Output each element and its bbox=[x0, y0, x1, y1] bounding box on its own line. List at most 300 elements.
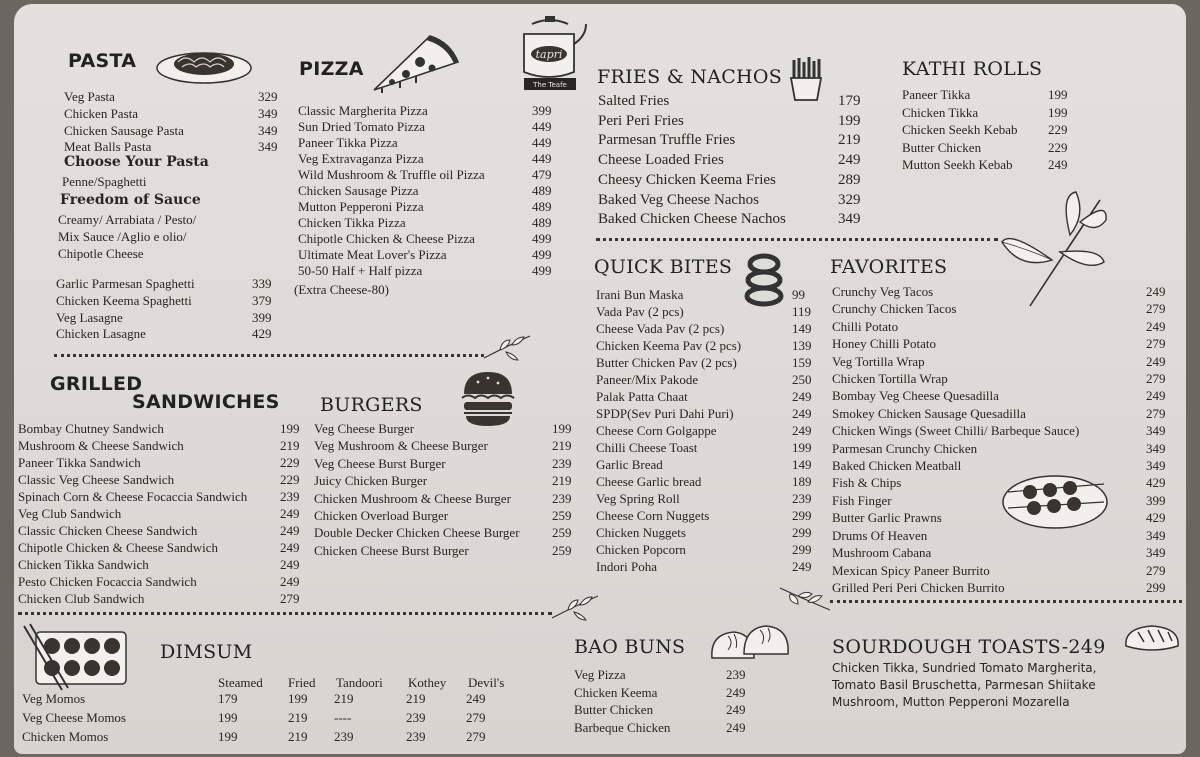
menu-item bbox=[314, 455, 576, 472]
dimsum-price: 199 bbox=[218, 710, 238, 725]
menu-item-name: Butter Chicken bbox=[574, 702, 654, 718]
menu-item bbox=[832, 335, 1180, 352]
dimsum-col-fried: Fried bbox=[288, 675, 316, 690]
menu-item-name: Sun Dried Tomato Pizza bbox=[298, 119, 426, 134]
menu-item-price: 249 bbox=[792, 559, 812, 574]
menu-item-price: 249 bbox=[726, 684, 746, 700]
menu-item-price: 279 bbox=[1146, 562, 1166, 578]
menu-item bbox=[314, 507, 576, 524]
menu-item-price: 149 bbox=[792, 321, 812, 336]
sandwiches-list bbox=[18, 420, 308, 607]
menu-item-price: 429 bbox=[1146, 510, 1166, 526]
menu-item-name: Mushroom & Cheese Sandwich bbox=[18, 438, 184, 453]
menu-item-price: 349 bbox=[1146, 545, 1166, 561]
menu-item-price: 279 bbox=[1146, 371, 1166, 387]
menu-item-name: Veg Tortilla Wrap bbox=[832, 353, 925, 369]
menu-item-price: 159 bbox=[792, 355, 812, 370]
menu-item-name: Fish Finger bbox=[832, 492, 892, 508]
menu-item-name: Veg Cheese Burst Burger bbox=[314, 455, 446, 471]
menu-item bbox=[18, 590, 308, 607]
menu-item-price: 229 bbox=[1048, 122, 1068, 138]
menu-item-name: Pesto Chicken Focaccia Sandwich bbox=[18, 574, 197, 589]
menu-item bbox=[596, 388, 818, 405]
menu-item-name: Garlic Parmesan Spaghetti bbox=[56, 276, 195, 291]
menu-item-price: 449 bbox=[532, 135, 552, 150]
menu-card bbox=[14, 4, 1186, 754]
menu-item-name: Peri Peri Fries bbox=[598, 112, 684, 129]
menu-item bbox=[18, 471, 308, 488]
dimsum-rows bbox=[22, 691, 522, 748]
menu-item bbox=[596, 303, 818, 320]
menu-item bbox=[298, 151, 556, 167]
menu-item-price: 239 bbox=[552, 455, 572, 471]
menu-item-price: 299 bbox=[1146, 579, 1166, 595]
menu-item bbox=[596, 286, 818, 303]
choose-pasta-text: Penne/Spaghetti bbox=[62, 174, 147, 189]
menu-item-name: Chicken Sausage Pizza bbox=[298, 183, 419, 198]
menu-item-price: 349 bbox=[258, 105, 278, 121]
menu-item bbox=[902, 139, 1072, 157]
bao-buns-icon bbox=[708, 620, 792, 664]
sourdough-lines bbox=[832, 660, 1096, 711]
dimsum-price: 239 bbox=[406, 729, 426, 744]
menu-item-name: Fish & Chips bbox=[832, 475, 902, 491]
menu-item bbox=[598, 171, 868, 191]
menu-item-price: 249 bbox=[792, 389, 812, 404]
menu-item-name: Chicken Tikka Sandwich bbox=[18, 557, 149, 572]
bao-list bbox=[574, 666, 750, 736]
menu-item-price: 249 bbox=[280, 540, 300, 555]
dimsum-price: ---- bbox=[334, 710, 352, 725]
menu-item-name: Veg Lasagne bbox=[56, 309, 123, 325]
menu-item-name: Veg Pizza bbox=[574, 667, 626, 682]
menu-item-price: 349 bbox=[258, 122, 278, 138]
menu-item-name: Irani Bun Maska bbox=[596, 287, 684, 302]
menu-item-name: Palak Patta Chaat bbox=[596, 389, 688, 404]
menu-item bbox=[832, 353, 1180, 370]
menu-item bbox=[902, 104, 1072, 122]
tapri-kettle-logo bbox=[514, 12, 588, 92]
sauce-line: Creamy/ Arrabiata / Pesto/ bbox=[58, 212, 197, 227]
menu-item-name: Cheese Garlic bread bbox=[596, 474, 702, 489]
menu-item bbox=[298, 263, 556, 279]
menu-item-price: 449 bbox=[532, 119, 552, 134]
menu-item-name: Mutton Pepperoni Pizza bbox=[298, 199, 424, 214]
menu-item-price: 119 bbox=[792, 304, 812, 319]
menu-item-price: 199 bbox=[280, 421, 300, 436]
menu-item-name: Veg Extravaganza Pizza bbox=[298, 151, 424, 166]
menu-item-price: 489 bbox=[532, 183, 552, 198]
menu-item bbox=[596, 405, 818, 422]
menu-item bbox=[298, 103, 556, 119]
menu-item-price: 250 bbox=[792, 372, 812, 387]
menu-item bbox=[18, 573, 308, 590]
menu-item-price: 239 bbox=[280, 489, 300, 504]
menu-item-name: Grilled Peri Peri Chicken Burrito bbox=[832, 579, 1005, 595]
menu-item bbox=[596, 320, 818, 337]
menu-item-name: Paneer Tikka bbox=[902, 87, 971, 102]
menu-item-name: Crunchy Veg Tacos bbox=[832, 284, 934, 299]
menu-item-name: Chicken Tikka bbox=[902, 104, 979, 120]
menu-item-name: Wild Mushroom & Truffle oil Pizza bbox=[298, 167, 485, 182]
svg-text:The Teafe: The Teafe bbox=[533, 81, 567, 89]
menu-item bbox=[596, 439, 818, 456]
menu-item bbox=[832, 370, 1180, 387]
menu-item-price: 249 bbox=[1146, 388, 1166, 404]
menu-item bbox=[596, 507, 818, 524]
menu-item-name: Vada Pav (2 pcs) bbox=[596, 304, 684, 319]
menu-item bbox=[832, 562, 1180, 579]
menu-item-price: 449 bbox=[532, 151, 552, 166]
menu-item-name: Paneer Tikka Pizza bbox=[298, 135, 398, 150]
menu-item-name: Veg Spring Roll bbox=[596, 491, 680, 506]
dimsum-price: 219 bbox=[288, 710, 308, 725]
sourdough-line: Tomato Basil Bruschetta, Parmesan Shiitake bbox=[832, 678, 1096, 692]
menu-item-price: 239 bbox=[792, 491, 812, 506]
menu-item-price: 249 bbox=[280, 574, 300, 589]
menu-item-name: SPDP(Sev Puri Dahi Puri) bbox=[596, 406, 734, 421]
menu-item-price: 349 bbox=[258, 139, 278, 155]
pasta-extra-list bbox=[56, 276, 276, 343]
menu-item-name: Chilli Potato bbox=[832, 318, 899, 334]
menu-item bbox=[598, 92, 868, 112]
menu-item-price: 339 bbox=[252, 276, 272, 291]
fries-list bbox=[598, 92, 868, 230]
menu-item-price: 429 bbox=[252, 326, 272, 342]
menu-item-price: 199 bbox=[1048, 87, 1068, 102]
fries-title: FRIES & NACHOS bbox=[597, 66, 783, 88]
menu-item bbox=[596, 490, 818, 507]
menu-item-name: Veg Cheese Burger bbox=[314, 421, 415, 436]
menu-item-name: Butter Chicken bbox=[902, 139, 982, 155]
dimsum-price: 199 bbox=[218, 729, 238, 744]
pizza-note: (Extra Cheese-80) bbox=[294, 282, 389, 297]
menu-item-name: Double Decker Chicken Cheese Burger bbox=[314, 525, 520, 541]
menu-item bbox=[298, 135, 556, 151]
menu-item bbox=[596, 371, 818, 388]
menu-item-price: 249 bbox=[726, 702, 746, 718]
menu-item-name: Baked Chicken Cheese Nachos bbox=[598, 211, 786, 228]
dimsum-price: 179 bbox=[218, 691, 238, 706]
dimsum-item-name: Veg Cheese Momos bbox=[22, 710, 126, 725]
menu-item-price: 379 bbox=[252, 292, 272, 308]
menu-item-price: 229 bbox=[280, 472, 300, 487]
menu-item bbox=[574, 719, 750, 737]
menu-item-price: 489 bbox=[532, 199, 552, 214]
menu-item-price: 199 bbox=[552, 421, 572, 436]
menu-item-name: Veg Mushroom & Cheese Burger bbox=[314, 438, 488, 454]
menu-item bbox=[574, 701, 750, 719]
menu-item bbox=[298, 247, 556, 263]
menu-item-name: Meat Balls Pasta bbox=[64, 139, 152, 155]
menu-item-price: 149 bbox=[792, 457, 812, 472]
divider bbox=[596, 238, 998, 241]
menu-item-price: 289 bbox=[838, 171, 861, 188]
menu-item-name: Crunchy Chicken Tacos bbox=[832, 301, 957, 317]
menu-item-price: 249 bbox=[838, 152, 861, 169]
dimsum-price: 199 bbox=[288, 691, 308, 706]
menu-item-name: Classic Veg Cheese Sandwich bbox=[18, 472, 175, 487]
menu-item bbox=[298, 183, 556, 199]
menu-item-name: Veg Club Sandwich bbox=[18, 506, 122, 521]
menu-item bbox=[596, 558, 818, 575]
menu-item bbox=[18, 420, 308, 437]
dimsum-title: DIMSUM bbox=[160, 641, 253, 663]
menu-item-name: Chipotle Chicken & Cheese Pizza bbox=[298, 231, 475, 246]
menu-item-price: 479 bbox=[532, 167, 552, 182]
menu-item bbox=[314, 437, 576, 454]
menu-item-name: Mutton Seekh Kebab bbox=[902, 157, 1013, 173]
menu-item-name: Chicken Mushroom & Cheese Burger bbox=[314, 490, 511, 506]
dimsum-col-kothey: Kothey bbox=[408, 675, 447, 690]
pizza-list bbox=[298, 103, 556, 279]
menu-item-price: 279 bbox=[1146, 405, 1166, 421]
menu-item-name: Cheesy Chicken Keema Fries bbox=[598, 171, 776, 188]
menu-item bbox=[314, 420, 576, 437]
menu-item-name: Paneer/Mix Pakode bbox=[596, 372, 699, 387]
menu-item bbox=[596, 337, 818, 354]
menu-item-price: 349 bbox=[1146, 423, 1166, 439]
menu-item-name: Cheese Corn Golgappe bbox=[596, 423, 717, 438]
dimsum-price: 279 bbox=[466, 729, 486, 744]
dimsum-price: 249 bbox=[466, 691, 486, 706]
skewer-plate-icon bbox=[1000, 462, 1110, 532]
menu-item-price: 299 bbox=[792, 542, 812, 557]
sandwiches-title-line2: SANDWICHES bbox=[132, 391, 280, 413]
menu-item-price: 99 bbox=[792, 287, 805, 302]
menu-item-name: Chicken Lasagne bbox=[56, 326, 146, 342]
pizza-slice-icon bbox=[370, 32, 462, 94]
divider bbox=[54, 354, 484, 357]
menu-item-price: 219 bbox=[838, 132, 861, 149]
bread-loaf-icon bbox=[1122, 622, 1182, 654]
menu-item bbox=[18, 539, 308, 556]
quick-bites-title: QUICK BITES bbox=[594, 256, 733, 278]
menu-item-price: 229 bbox=[280, 455, 300, 470]
menu-item-name: Chicken Overload Burger bbox=[314, 508, 449, 524]
menu-item-name: Parmesan Crunchy Chicken bbox=[832, 440, 978, 456]
sandwiches-title-line1: GRILLED bbox=[50, 373, 143, 395]
dimsum-price: 239 bbox=[406, 710, 426, 725]
sauce-lines bbox=[58, 211, 196, 262]
menu-item bbox=[832, 283, 1180, 300]
menu-item-price: 249 bbox=[1146, 318, 1166, 334]
menu-item-name: Chicken Club Sandwich bbox=[18, 591, 145, 606]
menu-item-price: 349 bbox=[838, 211, 861, 228]
menu-item-price: 399 bbox=[532, 103, 552, 118]
menu-item bbox=[314, 524, 576, 541]
sourdough-title: SOURDOUGH TOASTS-249 bbox=[832, 636, 1106, 658]
menu-item bbox=[56, 276, 276, 293]
burgers-list bbox=[314, 420, 576, 559]
menu-item bbox=[832, 405, 1180, 422]
menu-item-name: Chicken Nuggets bbox=[596, 525, 686, 540]
menu-item-price: 189 bbox=[792, 474, 812, 489]
menu-item bbox=[18, 505, 308, 522]
menu-item-name: Baked Veg Cheese Nachos bbox=[598, 191, 759, 208]
menu-item-price: 219 bbox=[552, 438, 572, 454]
menu-item-name: Chicken Pasta bbox=[64, 105, 139, 121]
menu-item bbox=[314, 542, 576, 559]
menu-item-price: 329 bbox=[258, 89, 278, 104]
divider bbox=[830, 600, 1182, 603]
menu-item-name: Butter Chicken Pav (2 pcs) bbox=[596, 355, 737, 370]
svg-text:tapri: tapri bbox=[535, 48, 563, 61]
menu-item bbox=[298, 231, 556, 247]
menu-item-price: 199 bbox=[838, 112, 861, 129]
menu-item bbox=[18, 522, 308, 539]
menu-item-price: 259 bbox=[552, 508, 572, 524]
menu-item bbox=[832, 318, 1180, 335]
menu-item-price: 219 bbox=[552, 473, 572, 489]
menu-item-price: 279 bbox=[1146, 336, 1166, 352]
leaf-sprig-icon bbox=[778, 586, 832, 612]
menu-item-name: Juicy Chicken Burger bbox=[314, 473, 428, 489]
menu-item bbox=[902, 121, 1072, 139]
menu-item-name: Salted Fries bbox=[598, 93, 670, 109]
menu-item-name: Garlic Bread bbox=[596, 457, 663, 472]
menu-item-name: Butter Garlic Prawns bbox=[832, 510, 942, 526]
menu-item-price: 249 bbox=[726, 719, 746, 735]
menu-item-name: Cheese Loaded Fries bbox=[598, 152, 724, 169]
menu-item-name: Classic Chicken Cheese Sandwich bbox=[18, 523, 198, 538]
menu-item-name: Ultimate Meat Lover's Pizza bbox=[298, 247, 447, 262]
menu-item-name: Drums Of Heaven bbox=[832, 527, 928, 543]
menu-item bbox=[832, 579, 1180, 596]
menu-item-name: Veg Pasta bbox=[64, 89, 115, 104]
menu-item-name: Cheese Corn Nuggets bbox=[596, 508, 710, 523]
dimsum-price: 219 bbox=[406, 691, 426, 706]
menu-item-price: 299 bbox=[792, 525, 812, 540]
menu-item bbox=[902, 156, 1072, 174]
menu-item-name: Chicken Seekh Kebab bbox=[902, 122, 1018, 138]
pasta-title: PASTA bbox=[68, 50, 137, 72]
menu-item-name: Chicken Popcorn bbox=[596, 542, 686, 557]
sauce-line: Mix Sauce /Aglio e olio/ bbox=[58, 229, 187, 244]
menu-item-price: 259 bbox=[552, 542, 572, 558]
menu-item bbox=[598, 131, 868, 151]
menu-item bbox=[598, 210, 868, 230]
menu-item bbox=[298, 167, 556, 183]
menu-item-price: 139 bbox=[792, 338, 812, 353]
kathi-list bbox=[902, 86, 1072, 174]
menu-item-price: 239 bbox=[552, 490, 572, 506]
menu-item-price: 249 bbox=[280, 557, 300, 572]
menu-item bbox=[832, 440, 1180, 457]
menu-item-name: Bombay Chutney Sandwich bbox=[18, 421, 164, 436]
dimsum-price: 219 bbox=[288, 729, 308, 744]
dimsum-item-name: Veg Momos bbox=[22, 691, 86, 706]
menu-item bbox=[598, 112, 868, 132]
menu-item-price: 259 bbox=[552, 525, 572, 541]
menu-item-price: 299 bbox=[792, 508, 812, 523]
menu-item bbox=[64, 106, 280, 123]
menu-item-name: 50-50 Half + Half pizza bbox=[298, 263, 423, 278]
menu-item bbox=[902, 86, 1072, 104]
menu-item bbox=[596, 422, 818, 439]
menu-item-price: 429 bbox=[1146, 475, 1166, 491]
menu-item-name: Parmesan Truffle Fries bbox=[598, 132, 736, 149]
menu-item-name: Chicken Cheese Burst Burger bbox=[314, 542, 469, 558]
sauce-title: Freedom of Sauce bbox=[60, 192, 201, 208]
menu-item-price: 349 bbox=[1146, 458, 1166, 474]
menu-item-name: Chicken Tikka Pizza bbox=[298, 215, 406, 230]
sauce-line: Chipotle Cheese bbox=[58, 246, 144, 261]
quick-bites-list bbox=[596, 286, 818, 575]
menu-item-name: Chipotle Chicken & Cheese Sandwich bbox=[18, 540, 219, 555]
menu-item-price: 349 bbox=[1146, 527, 1166, 543]
menu-item-name: Mexican Spicy Paneer Burrito bbox=[832, 562, 990, 578]
menu-item-name: Baked Chicken Meatball bbox=[832, 458, 962, 474]
menu-item bbox=[596, 456, 818, 473]
menu-item-name: Spinach Corn & Cheese Focaccia Sandwich bbox=[18, 489, 248, 504]
dimsum-tray-icon bbox=[22, 624, 130, 692]
menu-item-price: 249 bbox=[280, 506, 300, 521]
menu-item-price: 349 bbox=[1146, 440, 1166, 456]
menu-item-price: 399 bbox=[252, 309, 272, 325]
menu-item bbox=[596, 541, 818, 558]
menu-item-price: 249 bbox=[1048, 157, 1068, 173]
menu-item-name: Cheese Vada Pav (2 pcs) bbox=[596, 321, 725, 336]
menu-item bbox=[574, 666, 750, 684]
menu-item-price: 249 bbox=[280, 523, 300, 538]
menu-item bbox=[832, 544, 1180, 561]
menu-item-name: Chicken Sausage Pasta bbox=[64, 122, 184, 138]
menu-item-name: Mushroom Cabana bbox=[832, 545, 932, 561]
menu-item-price: 249 bbox=[792, 406, 812, 421]
menu-item-name: Paneer Tikka Sandwich bbox=[18, 455, 141, 470]
menu-item-price: 279 bbox=[1146, 301, 1166, 317]
menu-item bbox=[18, 556, 308, 573]
menu-item-price: 249 bbox=[1146, 353, 1166, 369]
menu-item bbox=[598, 151, 868, 171]
menu-item-name: Honey Chilli Potato bbox=[832, 336, 936, 352]
menu-item-price: 499 bbox=[532, 263, 552, 278]
menu-item-name: Chicken Tortilla Wrap bbox=[832, 371, 948, 387]
menu-item bbox=[298, 199, 556, 215]
menu-item bbox=[832, 300, 1180, 317]
menu-item bbox=[298, 119, 556, 135]
menu-item-price: 279 bbox=[280, 591, 300, 606]
pasta-list bbox=[64, 89, 280, 156]
dimsum-price: 219 bbox=[334, 691, 354, 706]
menu-item-price: 499 bbox=[532, 247, 552, 262]
menu-item bbox=[574, 684, 750, 702]
menu-item-name: Chicken Wings (Sweet Chilli/ Barbeque Sauce) bbox=[832, 423, 1080, 439]
menu-item bbox=[18, 454, 308, 471]
menu-item-price: 399 bbox=[1146, 492, 1166, 508]
menu-item bbox=[298, 215, 556, 231]
menu-item-price: 249 bbox=[792, 423, 812, 438]
dimsum-row bbox=[22, 729, 522, 748]
favorites-title: FAVORITES bbox=[830, 256, 948, 278]
menu-item-price: 199 bbox=[792, 440, 812, 455]
menu-item bbox=[596, 524, 818, 541]
dimsum-row bbox=[22, 710, 522, 729]
dimsum-price: 279 bbox=[466, 710, 486, 725]
leaf-sprig-icon bbox=[550, 594, 600, 620]
kathi-title: KATHI ROLLS bbox=[902, 58, 1043, 80]
divider bbox=[18, 612, 552, 615]
menu-item-name: Chicken Keema Pav (2 pcs) bbox=[596, 338, 742, 353]
menu-item bbox=[832, 422, 1180, 439]
pizza-title: PIZZA bbox=[299, 58, 364, 80]
menu-item-name: Chicken Keema Spaghetti bbox=[56, 292, 192, 308]
menu-item-name: Chilli Cheese Toast bbox=[596, 440, 698, 455]
menu-item bbox=[832, 387, 1180, 404]
sourdough-line: Chicken Tikka, Sundried Tomato Margherita, bbox=[832, 661, 1097, 675]
menu-item-price: 199 bbox=[1048, 104, 1068, 120]
